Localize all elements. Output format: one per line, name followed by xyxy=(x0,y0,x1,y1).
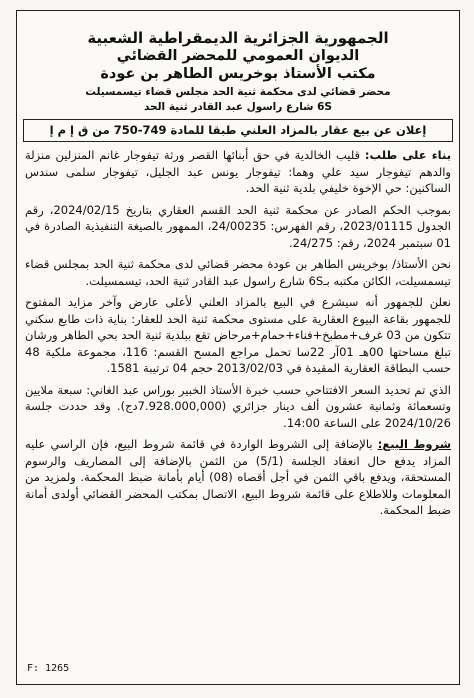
paragraph-judgment: بموجب الحكم الصادر عن محكمة ثنية الحد القسم العقاري بتاريخ 2024/02/15، رقم الجدول 2023/01115، رقم الفهرس: 24/00235، الممهور بالصيغة التنفيذية الصادرة في 01 سبتمبر 2024، رقم: 24/275. xyxy=(25,202,451,250)
conditions-label: شروط البيع: xyxy=(377,437,451,451)
paragraph-price-session: الذي تم تحديد السعر الافتتاحي حسب خبرة الأستاذ الخبير بوراس عبد الغاني: سبعة ملايين وتسعمائة وثمانية عشرون ألف دينار جزائري (7.928.000,000دج). وقد حددت جلسة 2024/10/26 على الساعة 14:00. xyxy=(25,382,451,430)
header-bailiff-name: مكتب الأستاذ بوخريس الطاهر بن عودة xyxy=(100,66,376,82)
footer-reference-code: F: 1265 xyxy=(27,663,70,674)
notice-frame xyxy=(16,10,460,685)
header-republic: الجمهورية الجزائرية الديمقراطية الشعبية xyxy=(87,29,389,47)
paragraph-auction-property: نعلن للجمهور أنه سيشرع في البيع بالمزاد العلني لأعلى عارض وآخر مزايد المفتوح للجمهور بقاعة البيوع العقارية على مستوى محكمة ثنية الحد للعقار: بناية ذات طابع سكني تتكون من 03 غرف+مطبخ+فناء+حمام+مرحاض تقع ببلدية ثنية الحد بحي الطاهر ورشان تبلغ مساحتها 00هـ 01آر 22سا تحمل مراجع المسح القسم: 116، مجموعة ملكية 48 حسب البطاقة العقارية المقيدة في 2013/02/03 حجم 04 ترتيبة 1581. xyxy=(25,295,452,375)
applicant-text: قليب الخالدية في حق أبنائها القصر ورثة تيفوجار غانم المنزلين منزلة والدهم تيفوجار سيد علي وهما: تيفوجار يونس عبد الجليل، تيفوجار سلمى سندس الساكنين: حي الإخوة خليفي بلدية ثنية الحد. xyxy=(25,148,451,195)
paragraph-bailiff: نحن الأستاذ/ بوخريس الطاهر بن عودة محضر قضائي لدى محكمة ثنية الحد بمجلس قضاء تيسمسيلت، الكائن مكتبه بـ6S شارع راسول عبد القادر ثنية الحد، تيسمسيلت. xyxy=(25,257,451,288)
header-address: 6S شارع راسول عبد القادر ثنية الحد xyxy=(143,101,332,113)
notice-title: إعلان عن بيع عقار بالمزاد العلني طبقا للمادة 749-750 من ق إ م إ xyxy=(49,123,427,137)
header-office: الديوان العمومي للمحضر القضائي xyxy=(116,48,360,64)
paragraph-sale-conditions xyxy=(23,436,453,519)
header-court: محضر قضائي لدى محكمة ثنية الحد مجلس قضاء تيسمسيلت xyxy=(85,86,391,98)
notice-content xyxy=(23,29,453,519)
applicant-label: بناء على طلب: xyxy=(364,148,452,162)
notice-title-banner xyxy=(23,119,453,142)
paragraph-applicant xyxy=(23,147,453,197)
conditions-text: بالإضافة إلى الشروط الواردة في قائمة شروط البيع، فإن الراسي عليه المزاد يدفع حال انعقاد الجلسة (5/1) من الثمن بالإضافة إلى المصاريف والرسوم المستحقة، ويدفع باقي الثمن في أجل أقصاه (08) أيام بأمانة ضبط المحكمة. ولمزيد من المعلومات وللاطلاع على قائمة شروط البيع، الاتصال بمكتب المحضر القضائي أولدى أمانة ضبط المحكمة. xyxy=(25,437,452,517)
